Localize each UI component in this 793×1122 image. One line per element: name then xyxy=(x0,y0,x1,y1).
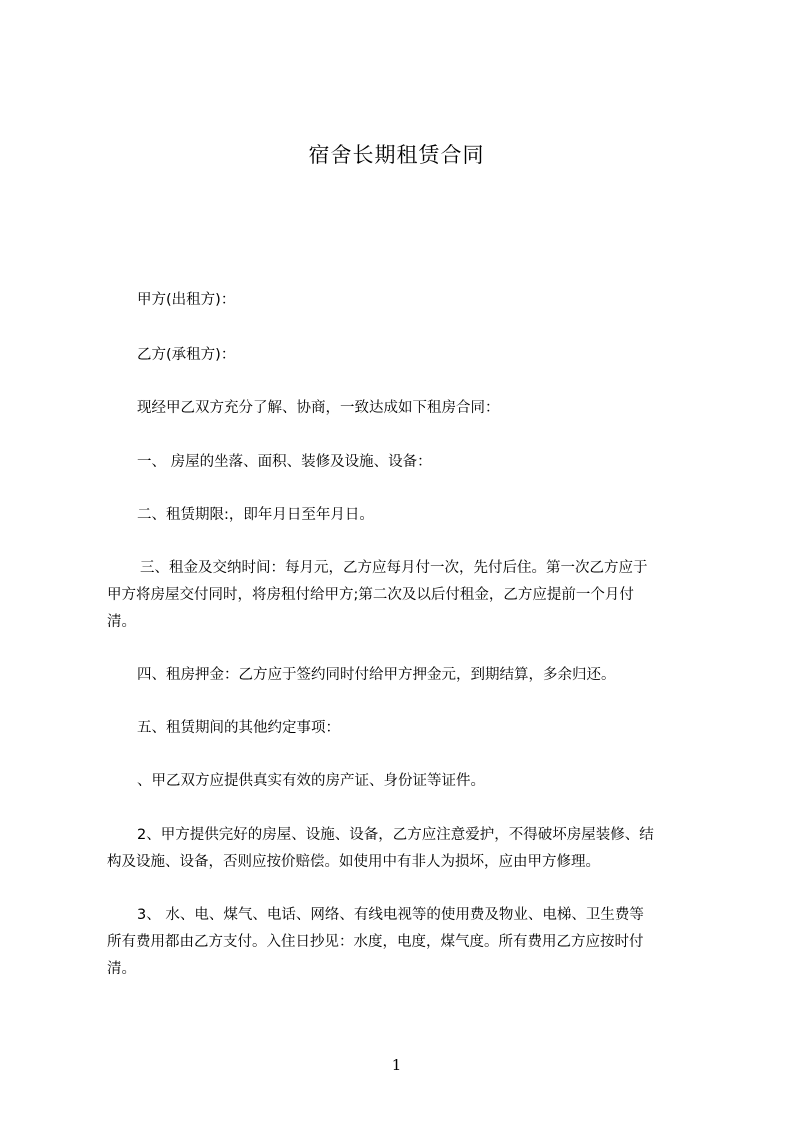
section-3-line-2: 甲方将房屋交付同时，将房租付给甲方;第二次及以后付租金，乙方应提前一个月付 xyxy=(107,587,634,603)
item-1-paragraph: 、甲乙双方应提供真实有效的房产证、身份证等证件。 xyxy=(137,773,485,789)
item-2-line-2: 构及设施、设备，否则应按价赔偿。如使用中有非人为损坏，应由甲方修理。 xyxy=(107,854,600,870)
section-4-paragraph: 四、租房押金：乙方应于签约同时付给甲方押金元，到期结算，多余归还。 xyxy=(137,667,616,683)
item-2-line-1: 2、甲方提供完好的房屋、设施、设备，乙方应注意爱护，不得破坏房屋装修、结 xyxy=(137,827,654,843)
party-a-line: 甲方(出租方)： xyxy=(137,292,236,308)
item-3-line-3: 清。 xyxy=(107,961,136,977)
section-5-heading: 五、租赁期间的其他约定事项： xyxy=(137,720,340,736)
item-3-line-1: 3、 水、电、煤气、电话、网络、有线电视等的使用费及物业、电梯、卫生费等 xyxy=(137,907,644,923)
intro-paragraph: 现经甲乙双方充分了解、协商，一致达成如下租房合同： xyxy=(137,400,500,416)
section-2-paragraph: 二、租赁期限:，即年月日至年月日。 xyxy=(137,507,374,523)
party-b-line: 乙方(承租方)： xyxy=(137,347,236,363)
section-1-heading: 一、 房屋的坐落、面积、装修及设施、设备： xyxy=(137,454,432,470)
page-number: 1 xyxy=(391,1056,402,1074)
item-3-line-2: 所有费用都由乙方支付。入住日抄见：水度，电度，煤气度。所有费用乙方应按时付 xyxy=(107,934,644,950)
document-title: 宿舍长期租赁合同 xyxy=(308,143,485,167)
section-3-line-3: 清。 xyxy=(107,614,136,630)
section-3-line-1: 三、租金及交纳时间：每月元，乙方应每月付一次，先付后住。第一次乙方应于 xyxy=(140,560,648,576)
